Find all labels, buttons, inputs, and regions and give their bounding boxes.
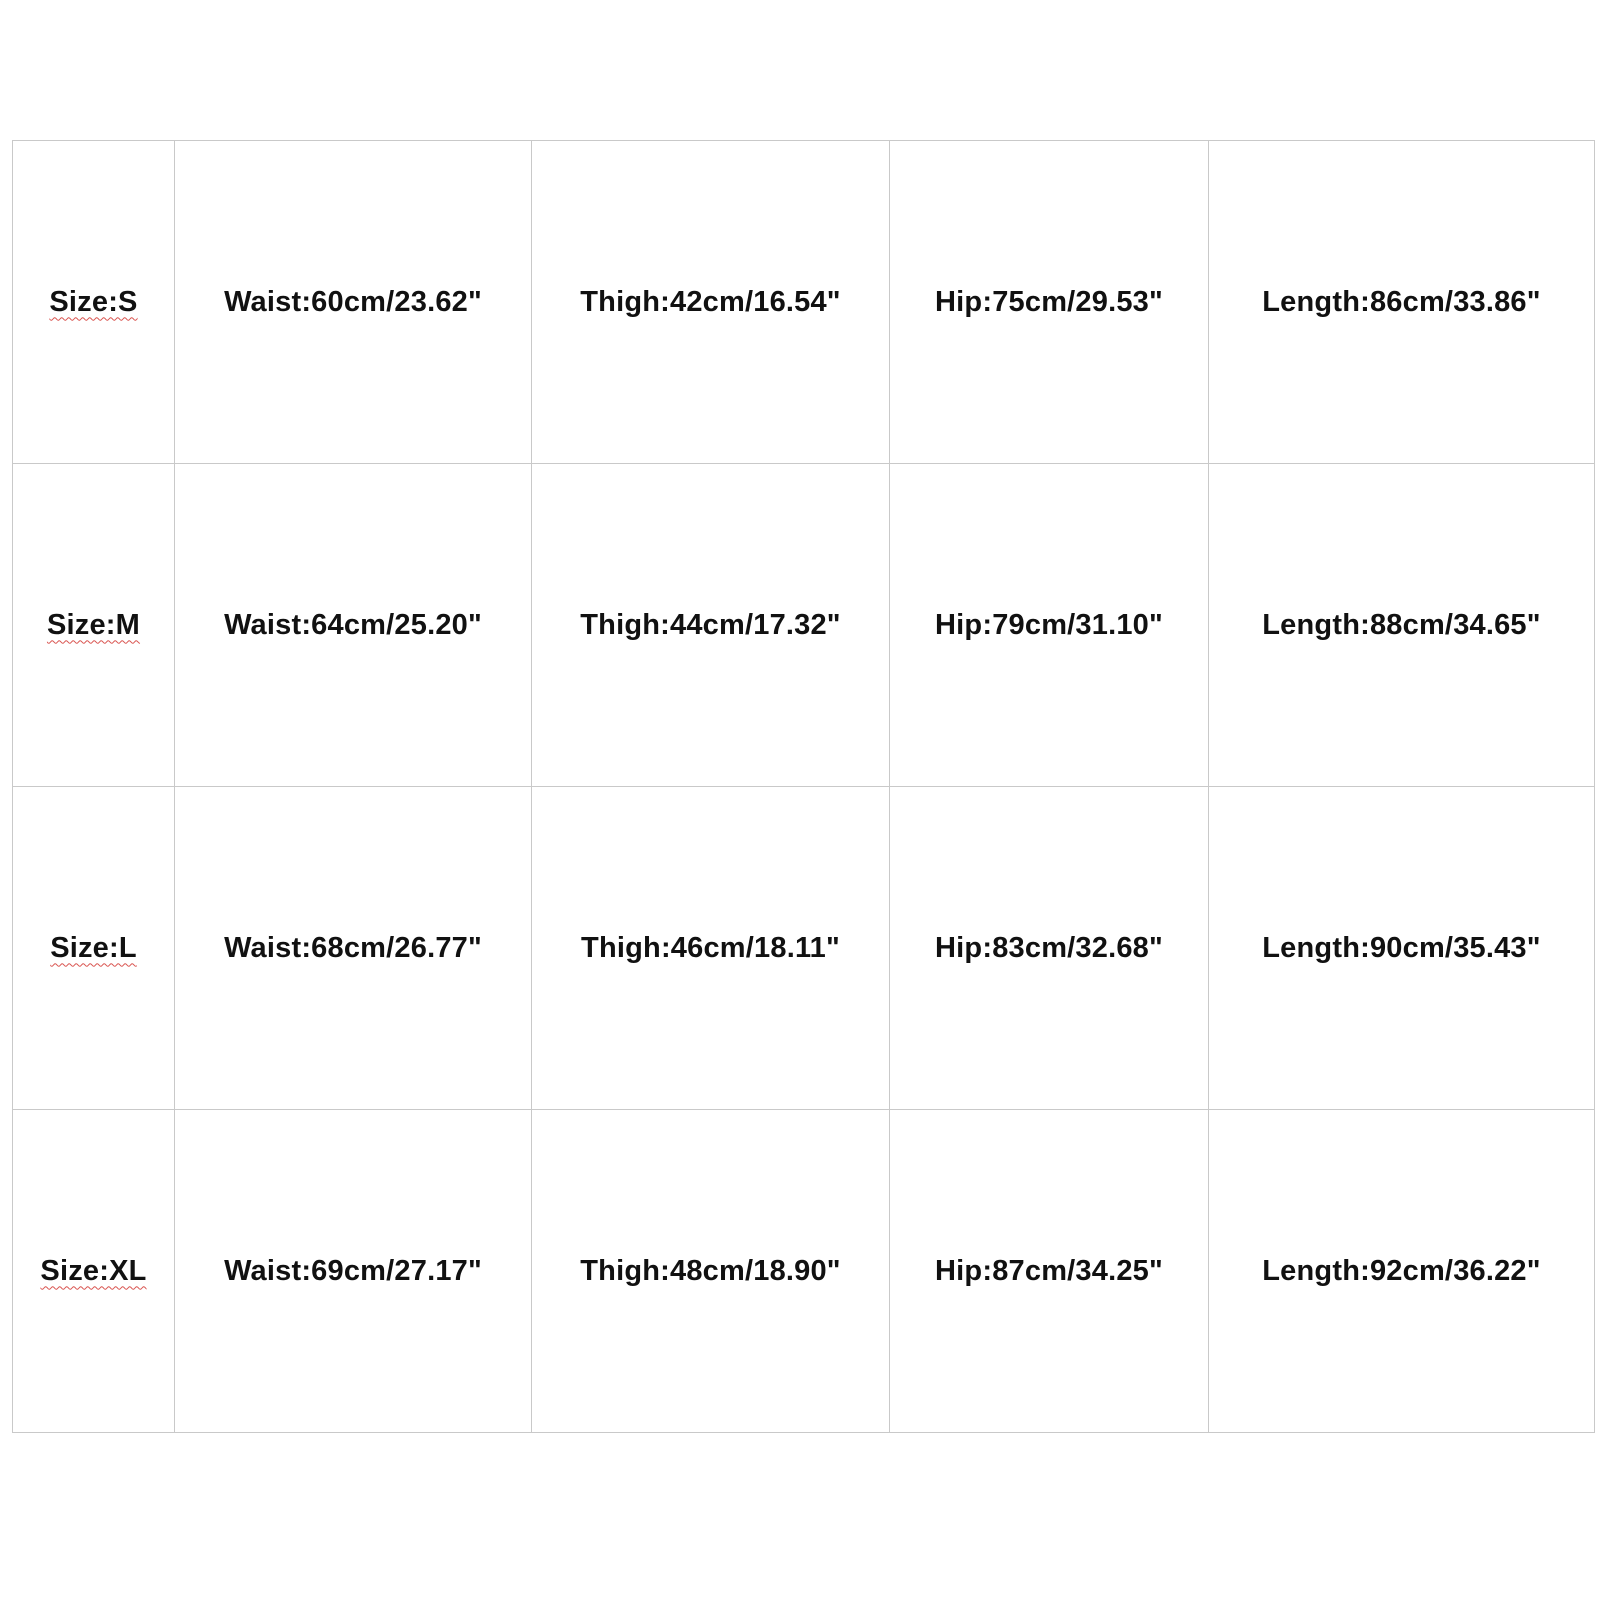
waist-cell: Waist:60cm/23.62" [175, 141, 532, 464]
waist-cell: Waist:68cm/26.77" [175, 787, 532, 1110]
size-cell [13, 1110, 175, 1433]
waist-cell: Waist:69cm/27.17" [175, 1110, 532, 1433]
thigh-cell: Thigh:48cm/18.90" [532, 1110, 890, 1433]
length-cell: Length:92cm/36.22" [1209, 1110, 1595, 1433]
hip-cell: Hip:75cm/29.53" [890, 141, 1209, 464]
size-cell [13, 787, 175, 1110]
thigh-cell: Thigh:42cm/16.54" [532, 141, 890, 464]
hip-cell: Hip:83cm/32.68" [890, 787, 1209, 1110]
waist-cell: Waist:64cm/25.20" [175, 464, 532, 787]
thigh-cell: Thigh:44cm/17.32" [532, 464, 890, 787]
size-cell [13, 141, 175, 464]
hip-cell: Hip:79cm/31.10" [890, 464, 1209, 787]
length-cell: Length:90cm/35.43" [1209, 787, 1595, 1110]
size-label: Size:XL [40, 1254, 147, 1287]
table-row [13, 141, 1595, 464]
size-label: Size:S [49, 285, 138, 318]
size-label: Size:L [50, 931, 137, 964]
thigh-cell: Thigh:46cm/18.11" [532, 787, 890, 1110]
table-row [13, 464, 1595, 787]
size-cell [13, 464, 175, 787]
size-label: Size:M [46, 608, 141, 641]
size-chart-table [12, 140, 1595, 1433]
length-cell: Length:86cm/33.86" [1209, 141, 1595, 464]
length-cell: Length:88cm/34.65" [1209, 464, 1595, 787]
table-row [13, 787, 1595, 1110]
hip-cell: Hip:87cm/34.25" [890, 1110, 1209, 1433]
table-row [13, 1110, 1595, 1433]
